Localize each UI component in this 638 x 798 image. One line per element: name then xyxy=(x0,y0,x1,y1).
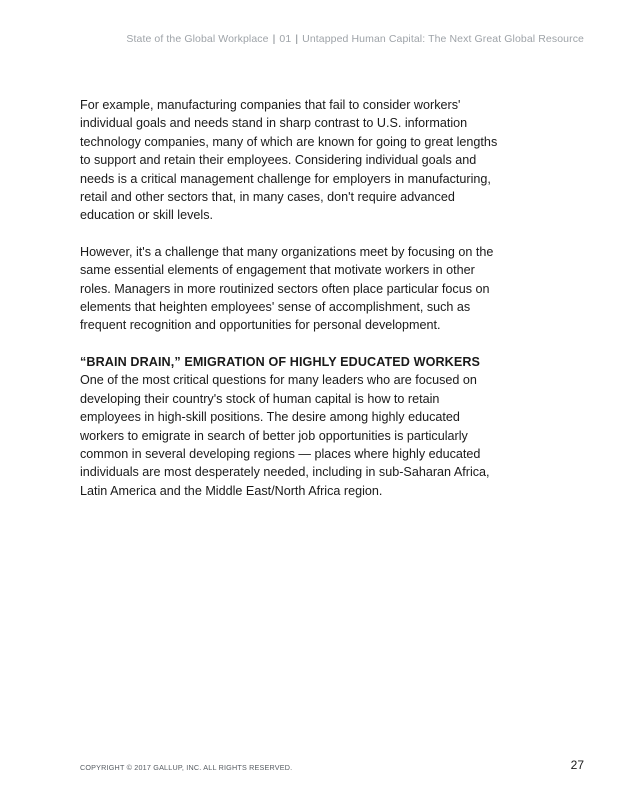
page-header xyxy=(126,33,584,45)
chapter-number: 01 xyxy=(279,33,292,45)
header-separator: | xyxy=(272,33,276,45)
section-heading: “BRAIN DRAIN,” EMIGRATION OF HIGHLY EDUCATED WORKERS xyxy=(80,354,481,369)
body-paragraph: For example, manufacturing companies that fail to consider workers' individual goals and needs stand in sharp contrast to U.S. information technology companies, many of which are known for going to great lengths to support and retain their employees. Considering individual goals and needs is a critical management challenge for employers in manufacturing, retail and other sectors that, in many cases, don't require advanced education or skill levels. xyxy=(80,98,498,223)
body-paragraph: One of the most critical questions for many leaders who are focused on developing their country's stock of human capital is how to retain employees in high-skill positions. The desire among highly educated workers to emigrate in search of better job opportunities is particularly common in several developing regions — places where highly educated individuals are most desperately needed, including in sub-Saharan Africa, Latin America and the Middle East/North Africa region. xyxy=(80,373,490,498)
page-number: 27 xyxy=(570,758,584,772)
body-paragraph: However, it's a challenge that many organizations meet by focusing on the same essential elements of engagement that motivate workers in other roles. Managers in more routinized sectors often place particular focus on elements that heighten employees' sense of accomplishment, such as frequent recognition and opportunities for personal development. xyxy=(80,244,494,333)
main-content xyxy=(80,96,500,518)
report-title: State of the Global Workplace xyxy=(126,33,269,45)
header-separator: | xyxy=(295,33,299,45)
copyright-notice: COPYRIGHT © 2017 GALLUP, INC. ALL RIGHTS RESERVED. xyxy=(80,763,293,772)
chapter-title: Untapped Human Capital: The Next Great Global Resource xyxy=(302,33,584,45)
